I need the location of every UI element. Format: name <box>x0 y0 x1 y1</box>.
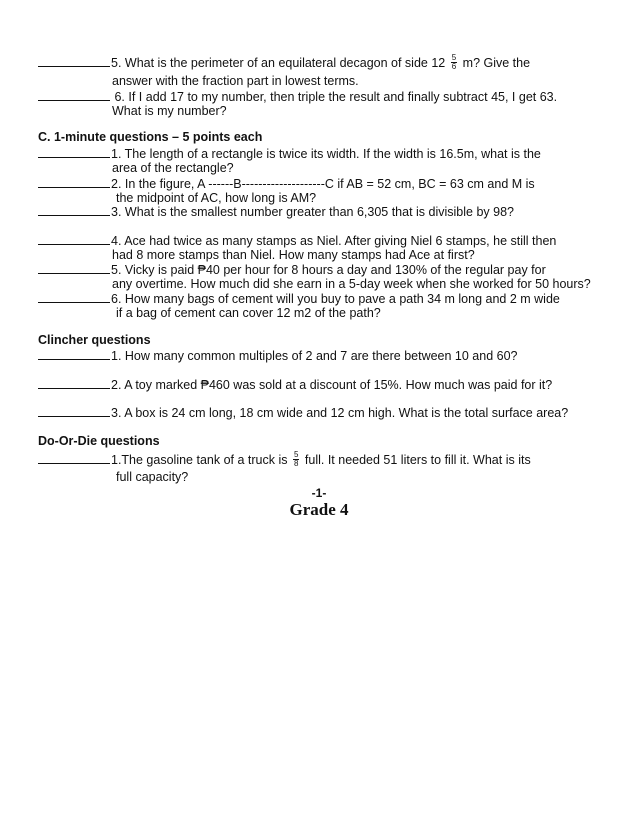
answer-blank[interactable] <box>38 176 110 188</box>
answer-blank[interactable] <box>38 204 110 216</box>
answer-blank[interactable] <box>38 348 110 360</box>
answer-blank[interactable] <box>38 89 110 101</box>
question-b5-line2: answer with the fraction part in lowest terms. <box>112 74 359 88</box>
page-number: -1- <box>311 486 327 500</box>
question-do-or-die-1-line2: full capacity? <box>116 470 189 484</box>
question-b6: 6. If I add 17 to my number, then triple the result and finally subtract 45, I get 63. <box>38 89 557 105</box>
fraction-5-8: $\frac{5}{8}$ <box>293 450 299 469</box>
answer-blank[interactable] <box>38 405 110 417</box>
question-c2-line2: the midpoint of AC, how long is AM? <box>116 191 317 205</box>
question-clincher-1: 1. How many common multiples of 2 and 7 are there between 10 and 60? <box>38 348 518 364</box>
grade-label: Grade 4 <box>289 500 349 519</box>
question-c3: 3. What is the smallest number greater than 6,305 that is divisible by 98? <box>38 204 514 220</box>
question-clincher-2: 2. A toy marked ₱460 was sold at a discount of 15%. How much was paid for it? <box>38 377 552 393</box>
answer-blank[interactable] <box>38 146 110 158</box>
question-c1: 1. The length of a rectangle is twice its width. If the width is 16.5m, what is the <box>38 146 541 162</box>
answer-blank[interactable] <box>38 291 110 303</box>
question-c4-line2: had 8 more stamps than Niel. How many stamps had Ace at first? <box>112 248 475 262</box>
question-do-or-die-1: 1.The gasoline tank of a truck is $\frac{5}{8}$ full. It needed 51 liters to fill it. What is its <box>38 452 531 469</box>
question-c6-line2: if a bag of cement can cover 12 m2 of the path? <box>116 306 381 320</box>
answer-blank[interactable] <box>38 262 110 274</box>
question-c4: 4. Ace had twice as many stamps as Niel. After giving Niel 6 stamps, he still then <box>38 233 556 249</box>
question-c5: 5. Vicky is paid ₱40 per hour for 8 hours a day and 130% of the regular pay for <box>38 262 546 278</box>
question-c5-line2: any overtime. How much did she earn in a 5-day week when she worked for 50 hours? <box>112 277 591 291</box>
question-c1-line2: area of the rectangle? <box>112 161 234 175</box>
section-heading-clincher: Clincher questions <box>38 333 151 347</box>
section-heading-do-or-die: Do-Or-Die questions <box>38 434 160 448</box>
answer-blank[interactable] <box>38 377 110 389</box>
answer-blank[interactable] <box>38 233 110 245</box>
question-clincher-3: 3. A box is 24 cm long, 18 cm wide and 12 cm high. What is the total surface area? <box>38 405 568 421</box>
answer-blank[interactable] <box>38 55 110 67</box>
question-c6: 6. How many bags of cement will you buy to pave a path 34 m long and 2 m wide <box>38 291 560 307</box>
fraction-5-6: $\frac{5}{6}$ <box>451 53 457 72</box>
question-b6-line2: What is my number? <box>112 104 227 118</box>
question-c2: 2. In the figure, A ------B--------------------C if AB = 52 cm, BC = 63 cm and M is <box>38 176 535 192</box>
section-heading-c: C. 1-minute questions – 5 points each <box>38 130 263 144</box>
answer-blank[interactable] <box>38 452 110 464</box>
question-b5: 5. What is the perimeter of an equilateral decagon of side 12 $\frac{5}{6}$ m? Give the <box>38 55 530 72</box>
